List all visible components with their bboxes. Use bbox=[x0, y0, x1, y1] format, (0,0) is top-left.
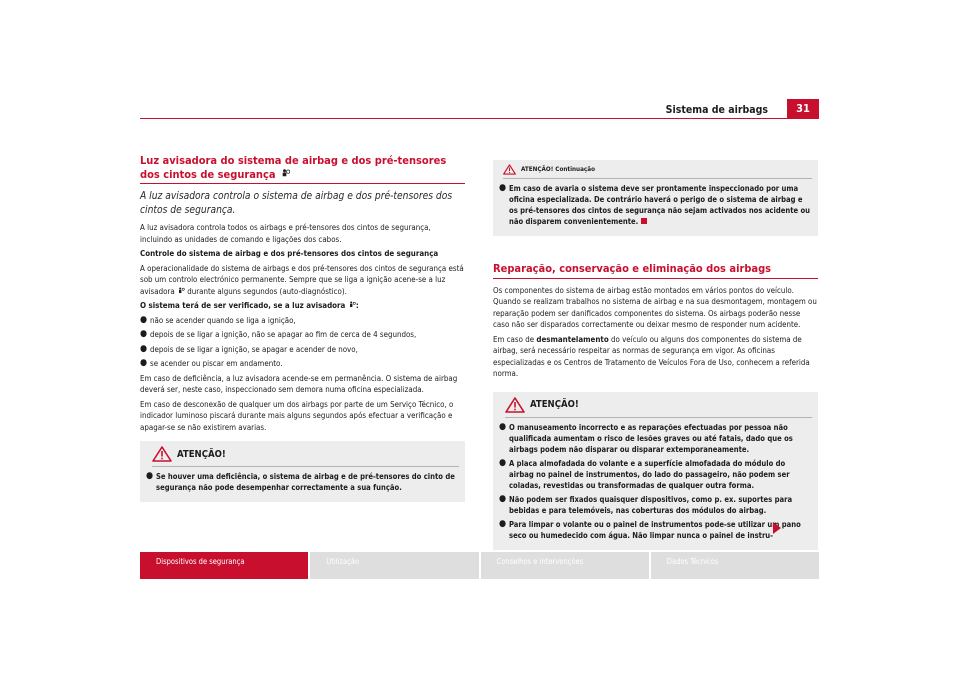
section-intro: A luz avisadora controla o sistema de airbag e dos pré-tensores dos cintos de segurança. bbox=[140, 191, 453, 216]
warning-item-text: Para limpar o volante ou o painel de instrumentos pode-se utilizar um pano seco ou humedecido com água. Não limpar nunca o painel de instru- bbox=[509, 519, 801, 540]
tab-dados-tecnicos[interactable]: Dados Técnicos bbox=[651, 552, 819, 579]
warning-item bbox=[499, 494, 812, 516]
subheading-text: : bbox=[355, 301, 359, 310]
paragraph: Em caso de deficiência, a luz avisadora acende-se em permanência. O sistema de airbag deverá ser, neste caso, inspeccionado sem demora numa oficina especializada. bbox=[140, 373, 458, 394]
warning-item bbox=[146, 471, 459, 493]
warning-box bbox=[493, 392, 818, 550]
list-item-text: depois de se ligar a ignição, não se apagar ao fim de cerca de 4 segundos, bbox=[150, 330, 417, 339]
warning-label: ATENÇÃO! bbox=[177, 448, 226, 460]
footer-tab-bar bbox=[140, 552, 819, 579]
warning-continuation-label: ATENÇÃO! Continuação bbox=[521, 166, 595, 173]
running-header-title: Sistema de airbags bbox=[665, 104, 768, 116]
section-title-text: Luz avisadora do sistema de airbag e dos pré-tensores dos cintos de segurança bbox=[140, 154, 447, 181]
section-title-rule bbox=[140, 183, 465, 184]
paragraph: A luz avisadora controla todos os airbags e pré-tensores dos cintos de segurança, incluindo as unidades de comando e ligações dos cabos. bbox=[140, 223, 431, 244]
list-item-text: não se acender quando se liga a ignição, bbox=[150, 315, 296, 325]
section-title-rule bbox=[493, 278, 818, 279]
warning-item-text: Se houver uma deficiência, o sistema de airbag e de pré-tensores do cinto de segurança não pode desempenhar correctamente a sua função. bbox=[156, 472, 455, 492]
warning-item-text: Não podem ser fixados quaisquer dispositivos, como p. ex. suportes para bebidas e para telemóveis, nas coberturas dos módulos do airbag. bbox=[509, 494, 793, 515]
paragraph bbox=[140, 263, 465, 298]
list-item bbox=[140, 329, 465, 341]
paragraph: Os componentes do sistema de airbag estão montados em vários pontos do veículo. Quando se realizam trabalhos no sistema de airbag e na sua desmontagem, montagem ou reparação podem ser danificados componentes do sistema. Os airbags poderão nesse caso não ser disparados correctamente ou deixar mesmo de responder num acidente. bbox=[493, 285, 817, 329]
warning-item-text: O manuseamento incorrecto e as reparações efectuadas por pessoa não qualificada aumentam o risco de lesões graves ou até fatais, dado que os airbags podem não disparar ou disparar extemporaneamente. bbox=[509, 422, 793, 454]
warning-item bbox=[499, 422, 812, 455]
paragraph-bold-text: desmantelamento bbox=[536, 334, 609, 344]
list-item bbox=[140, 315, 465, 327]
warning-continuation-header bbox=[503, 164, 812, 179]
airbag-warning-light-icon bbox=[177, 286, 185, 295]
warning-triangle-icon bbox=[505, 397, 525, 413]
warning-label: ATENÇÃO! bbox=[530, 399, 579, 410]
warning-header bbox=[152, 446, 459, 467]
bullet-dot: ● bbox=[140, 314, 148, 325]
section-title-warning-light bbox=[140, 154, 465, 181]
bullet-dot: ● bbox=[499, 421, 507, 432]
paragraph-text: durante alguns segundos (auto-diagnóstico). bbox=[187, 286, 347, 296]
bullet-dot: ● bbox=[499, 518, 507, 529]
paragraph bbox=[493, 334, 818, 380]
paragraph-text: Em caso de bbox=[493, 334, 535, 344]
warning-triangle-icon bbox=[152, 446, 172, 462]
list-item-text: depois de se ligar a ignição, se apagar e acender de novo, bbox=[150, 344, 358, 354]
subheading-text: O sistema terá de ser verificado, se a luz avisadora bbox=[140, 301, 346, 310]
airbag-warning-light-icon bbox=[279, 168, 290, 179]
warning-item-body: Em caso de avaria o sistema deve ser prontamente inspeccionado por uma oficina especializada. De contrário haverá o perigo de o sistema de airbag e os pré-tensores dos cintos de segurança não sejam activados nos acidente ou não disparem convenientemente. bbox=[509, 184, 811, 226]
warning-item-text: A placa almofadada do volante e a superfície almofadada do módulo do airbag no painel de instrumentos, do lado do passageiro, não podem ser coladas, revestidas ou transformadas de qualquer outra forma. bbox=[509, 458, 790, 490]
subheading: Controle do sistema de airbag e dos pré-tensores dos cintos de segurança bbox=[140, 249, 439, 258]
bullet-dot: ● bbox=[499, 183, 507, 193]
paragraph-text: A operacionalidade do sistema de airbags e dos pré-tensores dos cintos de segurança está sob um controlo electrónico permanente. Sempre que se liga a ignição acene-se a luz avisadora bbox=[140, 263, 464, 296]
warning-item bbox=[499, 183, 812, 227]
airbag-warning-light-icon bbox=[348, 300, 356, 309]
warning-triangle-icon bbox=[503, 164, 516, 175]
section-title-repair: Reparação, conservação e eliminação dos airbags bbox=[493, 262, 772, 275]
right-column bbox=[493, 160, 818, 550]
bullet-dot: ● bbox=[140, 358, 148, 368]
subheading bbox=[140, 300, 465, 312]
end-of-section-marker bbox=[641, 218, 647, 224]
header-rule bbox=[140, 118, 819, 119]
warning-box bbox=[140, 441, 465, 502]
bullet-dot: ● bbox=[140, 343, 148, 354]
page-number: 31 bbox=[787, 99, 819, 118]
list-item-text: se acender ou piscar em andamento. bbox=[150, 359, 283, 368]
warning-item bbox=[499, 458, 812, 491]
warning-item-text bbox=[509, 183, 812, 227]
bullet-dot: ● bbox=[140, 329, 148, 339]
warning-header bbox=[505, 397, 812, 418]
tab-conselhos-e-intervencoes[interactable]: Conselhos e intervenções bbox=[481, 552, 649, 579]
warning-item bbox=[499, 519, 812, 541]
next-page-arrow-icon[interactable] bbox=[773, 522, 781, 534]
bullet-dot: ● bbox=[499, 457, 507, 468]
tab-utilizacao[interactable]: Utilização bbox=[310, 552, 478, 579]
paragraph-text: do veículo ou alguns dos componentes do sistema de airbag, será necessário respeitar as normas de segurança em vigor. As oficinas especializadas e os Centros de Tratamento de Veículos Fora de Uso, conhecem a referida norma. bbox=[493, 334, 810, 378]
paragraph: Em caso de desconexão de qualquer um dos airbags por parte de um Serviço Técnico, o indicador luminoso piscará durante mais alguns segundos após efectuar a verificação e apagar-se se não existirem avarias. bbox=[140, 399, 454, 432]
left-column bbox=[140, 154, 465, 502]
list-item bbox=[140, 344, 465, 356]
tab-dispositivos-de-seguranca[interactable]: Dispositivos de segurança bbox=[140, 552, 308, 579]
list-item bbox=[140, 358, 465, 370]
bullet-dot: ● bbox=[146, 471, 154, 481]
bullet-dot: ● bbox=[499, 493, 507, 504]
warning-continuation-box bbox=[493, 160, 818, 236]
